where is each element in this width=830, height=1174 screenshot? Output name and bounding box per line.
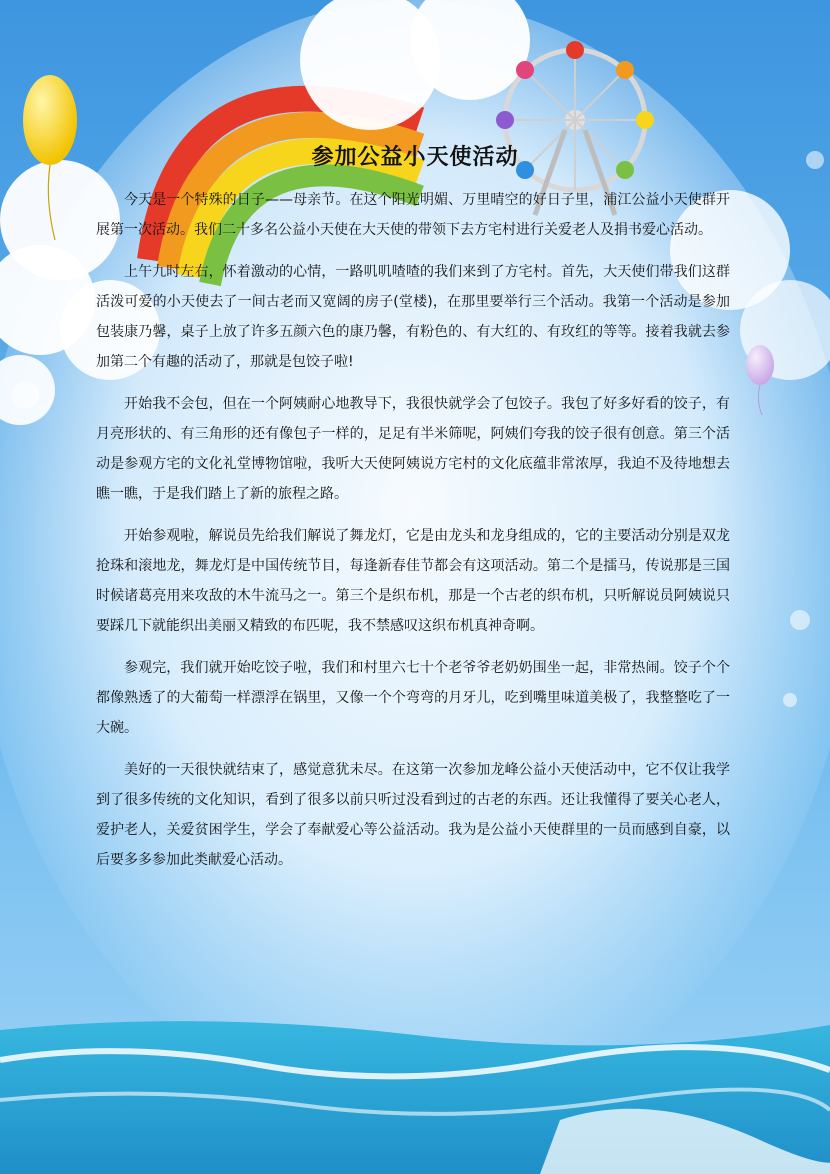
paragraph-1: 今天是一个特殊的日子——母亲节。在这个阳光明媚、万里晴空的好日子里，浦江公益小天使群开展第一次活动。我们二十多名公益小天使在大天使的带领下去方宅村进行关爱老人及捐书爱心活动。 [96, 192, 730, 238]
paragraph-6: 美好的一天很快就结束了，感觉意犹未尽。在这第一次参加龙峰公益小天使活动中，它不仅让我学到了很多传统的文化知识，看到了很多以前只听过没看到过的古老的东西。还让我懂得了要关心老人，爱护老人，关爱贫困学生，学会了奉献爱心等公益活动。我为是公益小天使群里的一员而感到自豪，以后要多多参加此类献爱心活动。 [96, 762, 730, 868]
article-body [96, 185, 730, 875]
paragraph-4: 开始参观啦，解说员先给我们解说了舞龙灯，它是由龙头和龙身组成的，它的主要活动分别是双龙抢珠和滚地龙，舞龙灯是中国传统节目，每逢新春佳节都会有这项活动。第二个是擂马，传说那是三国时候诸葛亮用来攻敌的木牛流马之一。第三个是织布机，那是一个古老的织布机，只听解说员阿姨说只要踩几下就能织出美丽又精致的布匹呢，我不禁感叹这织布机真神奇啊。 [96, 528, 730, 634]
page-title: 参加公益小天使活动 [311, 145, 519, 170]
paragraph-2: 上午九时左右，怀着激动的心情，一路叽叽喳喳的我们来到了方宅村。首先，大天使们带我们这群活泼可爱的小天使去了一间古老而又宽阔的房子(堂楼)，在那里要举行三个活动。我第一个活动是参加包装康乃馨，桌子上放了许多五颜六色的康乃馨，有粉色的、有大红的、有玫红的等等。接着我就去参加第二个有趣的活动了，那就是包饺子啦! [96, 264, 730, 370]
paragraph-5: 参观完，我们就开始吃饺子啦，我们和村里六七十个老爷爷老奶奶围坐一起，非常热闹。饺子个个都像熟透了的大葡萄一样漂浮在锅里，又像一个个弯弯的月牙儿，吃到嘴里味道美极了，我整整吃了一大碗。 [96, 660, 730, 736]
paragraph-3: 开始我不会包，但在一个阿姨耐心地教导下，我很快就学会了包饺子。我包了好多好看的饺子，有月亮形状的、有三角形的还有像包子一样的，足足有半米筛呢，阿姨们夸我的饺子很有创意。第三个活动是参观方宅的文化礼堂博物馆啦，我听大天使阿姨说方宅村的文化底蕴非常浓厚，我迫不及待地想去瞧一瞧，于是我们踏上了新的旅程之路。 [96, 396, 730, 502]
sea-graphic [0, 1021, 830, 1174]
